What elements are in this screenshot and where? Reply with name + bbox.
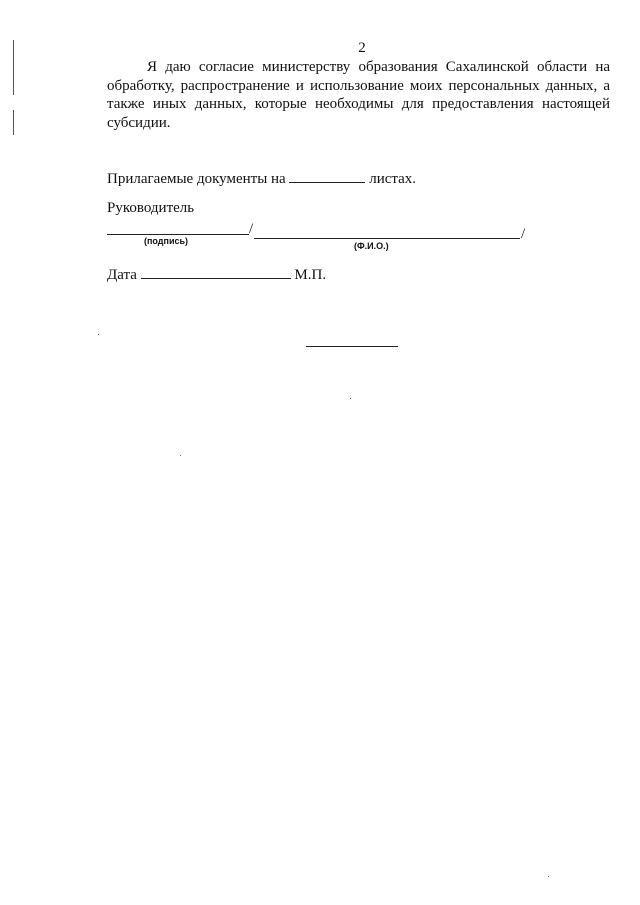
signature-blank[interactable] (107, 234, 249, 235)
full-name-caption: (Ф.И.О.) (354, 241, 389, 251)
signature-slash: / (249, 221, 254, 237)
scan-margin-mark (13, 40, 14, 95)
page-number: 2 (358, 40, 366, 56)
full-name-slash: / (521, 226, 526, 242)
consent-paragraph: Я даю согласие министерству образования Сахалинской области на обработку, распространение и использование моих персональных данных, а также иных данных, которые необходимы для предоставления настоящей субсидии. (107, 59, 610, 131)
attached-suffix: листах. (369, 171, 417, 187)
scan-margin-mark (13, 110, 14, 135)
sheet-count-blank[interactable] (289, 168, 365, 183)
stamp-label: М.П. (294, 267, 327, 283)
attached-prefix: Прилагаемые документы на (107, 171, 286, 187)
scan-speck (180, 455, 181, 456)
date-blank[interactable] (141, 264, 291, 279)
scan-speck (350, 398, 351, 399)
signature-caption: (подпись) (144, 236, 189, 246)
date-line (107, 264, 326, 284)
scan-speck (548, 876, 549, 877)
full-name-blank[interactable] (254, 238, 520, 239)
date-label: Дата (107, 267, 137, 283)
attached-documents-line (107, 168, 416, 188)
scan-speck (98, 334, 99, 335)
head-label: Руководитель (107, 200, 195, 216)
end-rule (306, 346, 398, 347)
